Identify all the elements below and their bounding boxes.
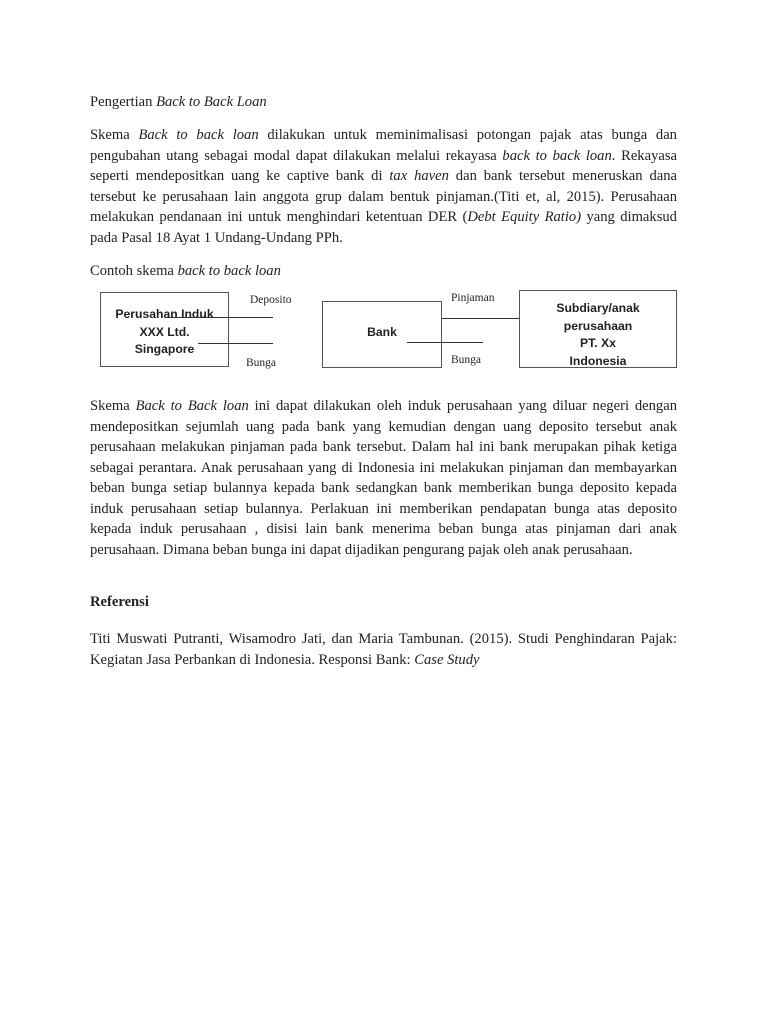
paragraph-1-run: . Rekayasa seperti mendepositkan uang ke captive bank di xyxy=(90,147,678,184)
bunga-right-label: Bunga xyxy=(451,354,482,366)
paragraph-2 xyxy=(90,396,677,560)
subsidiary-box xyxy=(519,290,677,368)
paragraph-1 xyxy=(90,125,677,248)
reference-entry xyxy=(90,629,677,670)
paragraph-2-run: Back to Back loan xyxy=(135,398,249,414)
pinjaman-label: Pinjaman xyxy=(451,292,495,304)
reference-1-run: Titi Muswati Putranti, Wisamodro Jati, dan Maria Tambunan. (2015). Studi Penghindaran Pajak: Kegiatan Jasa Perbankan di Indonesia. Responsi Bank: xyxy=(90,631,677,668)
parent-company-box xyxy=(100,292,229,367)
back-to-back-loan-diagram xyxy=(0,285,768,375)
paragraph-1-run: back to back loan xyxy=(502,147,612,164)
example-heading xyxy=(90,261,677,282)
paragraph-1-run: dilakukan untuk meminimalisasi potongan pajak atas bunga dan pengubahan utang sebagai modal dapat dilakukan melalui rekayasa xyxy=(90,127,677,164)
parent-company-line-2: XXX Ltd. xyxy=(139,324,190,339)
paragraph-1-run: tax haven xyxy=(389,168,449,184)
subsidiary-line-4: Indonesia xyxy=(569,353,627,368)
bunga-left-line xyxy=(198,343,273,344)
references-title: Referensi xyxy=(90,594,149,610)
parent-company-line-3: Singapore xyxy=(134,342,195,356)
heading-italic: Back to Back Loan xyxy=(156,94,267,110)
heading-prefix: Pengertian xyxy=(90,94,157,110)
bank-box xyxy=(322,301,442,368)
example-heading-italic: back to back loan xyxy=(177,263,281,279)
paragraph-1-run: Skema xyxy=(90,127,139,143)
reference-1-run: Case Study xyxy=(414,651,480,668)
subsidiary-line-2: perusahaan xyxy=(563,318,633,333)
example-heading-prefix: Contoh skema xyxy=(90,263,178,279)
paragraph-2-run: Skema xyxy=(90,398,136,414)
bank-label: Bank xyxy=(367,325,397,339)
paragraph-1-run: dan bank tersebut meneruskan dana tersebut ke perusahaan lain anggota grup dalam bentuk pinjaman.(Titi et, al, 2015). Perusahaan melakukan pendanaan ini untuk menghindari ketentuan DER ( xyxy=(90,168,678,225)
bunga-left-label: Bunga xyxy=(246,357,277,369)
parent-company-line-1: Perusahan Induk xyxy=(115,307,214,321)
deposito-line xyxy=(167,317,273,318)
paragraph-1-run: yang dimaksud pada Pasal 18 Ayat 1 Undang-Undang PPh. xyxy=(90,209,677,246)
subsidiary-line-1: Subdiary/anak xyxy=(556,301,640,315)
paragraph-1-run: Debt Equity Ratio) xyxy=(467,209,582,225)
paragraph-1-run: Back to back loan xyxy=(138,127,259,143)
paragraph-2-run: ini dapat dilakukan oleh induk perusahaan yang diluar negeri dengan mendepositkan sejumlah uang pada bank yang kemudian dengan uang deposito tersebut anak perusahaan melakukan pinjaman pada bank tersebut. Dalam hal ini bank merupakan pihak ketiga sebagai perantara. Anak perusahaan yang di Indonesia ini melakukan pinjaman dan membayarkan beban bunga setiap bulannya kepada bank sedangkan bank memberikan bunga deposito kepada induk perusahaan setiap bulannya. Perlakuan ini memberikan pendapatan bunga atas deposito kepada induk perusahaan , disisi lain bank menerima beban bunga atas pinjaman dari anak perusahaan. Dimana beban bunga ini dapat dijadikan pengurang pajak oleh anak perusahaan. xyxy=(90,398,678,558)
subsidiary-line-3: PT. Xx xyxy=(580,336,616,350)
bunga-right-line xyxy=(407,342,483,343)
deposito-label: Deposito xyxy=(250,294,292,306)
section-heading xyxy=(90,92,677,113)
pinjaman-line xyxy=(442,318,519,319)
